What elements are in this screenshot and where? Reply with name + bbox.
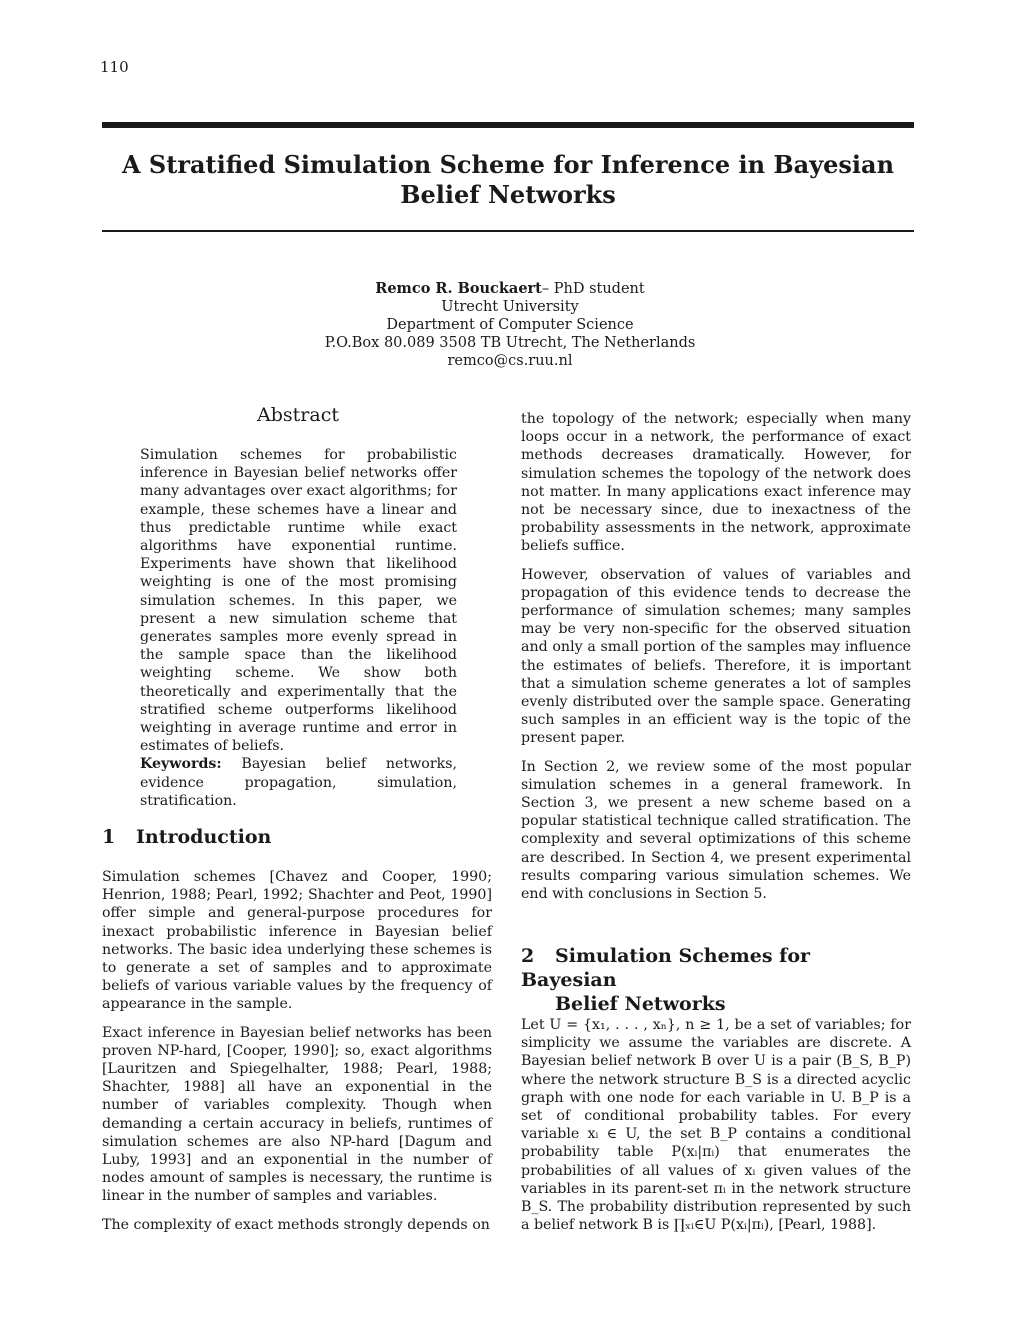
section-heading-simulation-schemes bbox=[521, 944, 911, 1016]
author-name: Remco R. Bouckaert bbox=[375, 280, 542, 297]
section2-body bbox=[521, 1016, 911, 1244]
paragraph: However, observation of values of variables and propagation of this evidence tends to decrease the performance of simulation schemes; many samples may be very non-specific for the observed situation and only a small portion of the samples may influence the estimates of beliefs. Therefore, it is important that a simulation scheme generates a lot of samples evenly distributed over the sample space. Generating such samples in an efficient way is the topic of the present paper. bbox=[521, 566, 911, 747]
paragraph: Let U = {x₁, . . . , xₙ}, n ≥ 1, be a set of variables; for simplicity we assume the variables are discrete. A Bayesian belief network B over U is a pair (B_S, B_P) where the network structure B_S is a directed acyclic graph with one node for each variable in U. B_P is a set of conditional probability tables. For every variable xᵢ ∈ U, the set B_P contains a conditional probability table P(xᵢ|πᵢ) that enumerates the probabilities of all values of xᵢ given values of the variables in its parent-set πᵢ in the network structure B_S. The probability distribution represented by such a belief network B is ∏ₓᵢ∈U P(xᵢ|πᵢ), [Pearl, 1988]. bbox=[521, 1017, 911, 1234]
section-number: 2 bbox=[521, 945, 535, 967]
section-title: Introduction bbox=[136, 826, 272, 848]
author-line bbox=[250, 280, 770, 298]
paragraph: Simulation schemes [Chavez and Cooper, 1990; Henrion, 1988; Pearl, 1992; Shachter and Peot, 1990] offer simple and general-purpose procedures for inexact probabilistic inference in Bayesian belief networks. The basic idea underlying these schemes is to generate a set of samples and to approximate beliefs of various variable values by the frequency of appearance in the sample. bbox=[102, 869, 492, 1013]
right-column-body bbox=[521, 410, 911, 913]
author-block bbox=[250, 280, 770, 370]
section-heading-introduction bbox=[102, 825, 492, 849]
keywords-text: Bayesian belief networks, evidence propagation, simulation, stratification. bbox=[140, 756, 457, 809]
abstract-paragraph: Simulation schemes for probabilistic inference in Bayesian belief networks offer many advantages over exact algorithms; for example, these schemes have a linear and thus predictable runtime while exact algorithms have exponential runtime. Experiments have shown that likelihood weighting is one of the most promising simulation schemes. In this paper, we present a new simulation scheme that generates samples more evenly spread in the sample space than the likelihood weighting scheme. We show both theoretically and experimentally that the stratified scheme outperforms likelihood weighting in average runtime and error in estimates of beliefs. bbox=[140, 447, 457, 755]
section-number: 1 bbox=[102, 826, 116, 848]
abstract-body bbox=[140, 446, 457, 810]
paragraph: Exact inference in Bayesian belief networks has been proven NP-hard, [Cooper, 1990]; so, exact algorithms [Lauritzen and Spiegelhalter, 1988; Pearl, 1988; Shachter, 1988] all have an exponential in the number of variables complexity. Though when demanding a certain accuracy in beliefs, runtimes of simulation schemes are also NP-hard [Dagum and Luby, 1993] and an exponential in the number of nodes amount of samples is necessary, the runtime is linear in the number of samples and variables. bbox=[102, 1024, 492, 1205]
author-email: remco@cs.ruu.nl bbox=[447, 353, 573, 369]
section-title-line2: Belief Networks bbox=[555, 993, 726, 1015]
paragraph: the topology of the network; especially when many loops occur in a network, the performance of exact methods decreases dramatically. However, for simulation schemes the topology of the network does not matter. In many applications exact inference may not be necessary since, due to inexactness of the probability assessments in the network, approximate beliefs suffice. bbox=[521, 411, 911, 555]
author-role: – PhD student bbox=[541, 281, 645, 297]
title-rule bbox=[102, 230, 914, 232]
top-rule bbox=[102, 122, 914, 128]
introduction-body bbox=[102, 868, 492, 1244]
paragraph: In Section 2, we review some of the most popular simulation schemes in a general framework. In Section 3, we present a new scheme based on a popular statistical technique called stratification. The complexity and several optimizations of this scheme are described. In Section 4, we present experimental results comparing various simulation schemes. We end with conclusions in Section 5. bbox=[521, 758, 911, 903]
author-address: P.O.Box 80.089 3508 TB Utrecht, The Netherlands bbox=[324, 335, 696, 351]
paragraph: The complexity of exact methods strongly depends on bbox=[102, 1216, 490, 1233]
keywords-label: Keywords: bbox=[140, 756, 222, 773]
author-department: Department of Computer Science bbox=[386, 317, 634, 333]
page-number: 110 bbox=[100, 58, 129, 76]
paper-title: A Stratified Simulation Scheme for Inference in Bayesian Belief Networks bbox=[121, 150, 895, 209]
abstract-heading: Abstract bbox=[257, 404, 339, 426]
section-title-line1: Simulation Schemes for Bayesian bbox=[521, 945, 811, 991]
author-affiliation: Utrecht University bbox=[441, 299, 579, 315]
keywords bbox=[140, 755, 457, 810]
